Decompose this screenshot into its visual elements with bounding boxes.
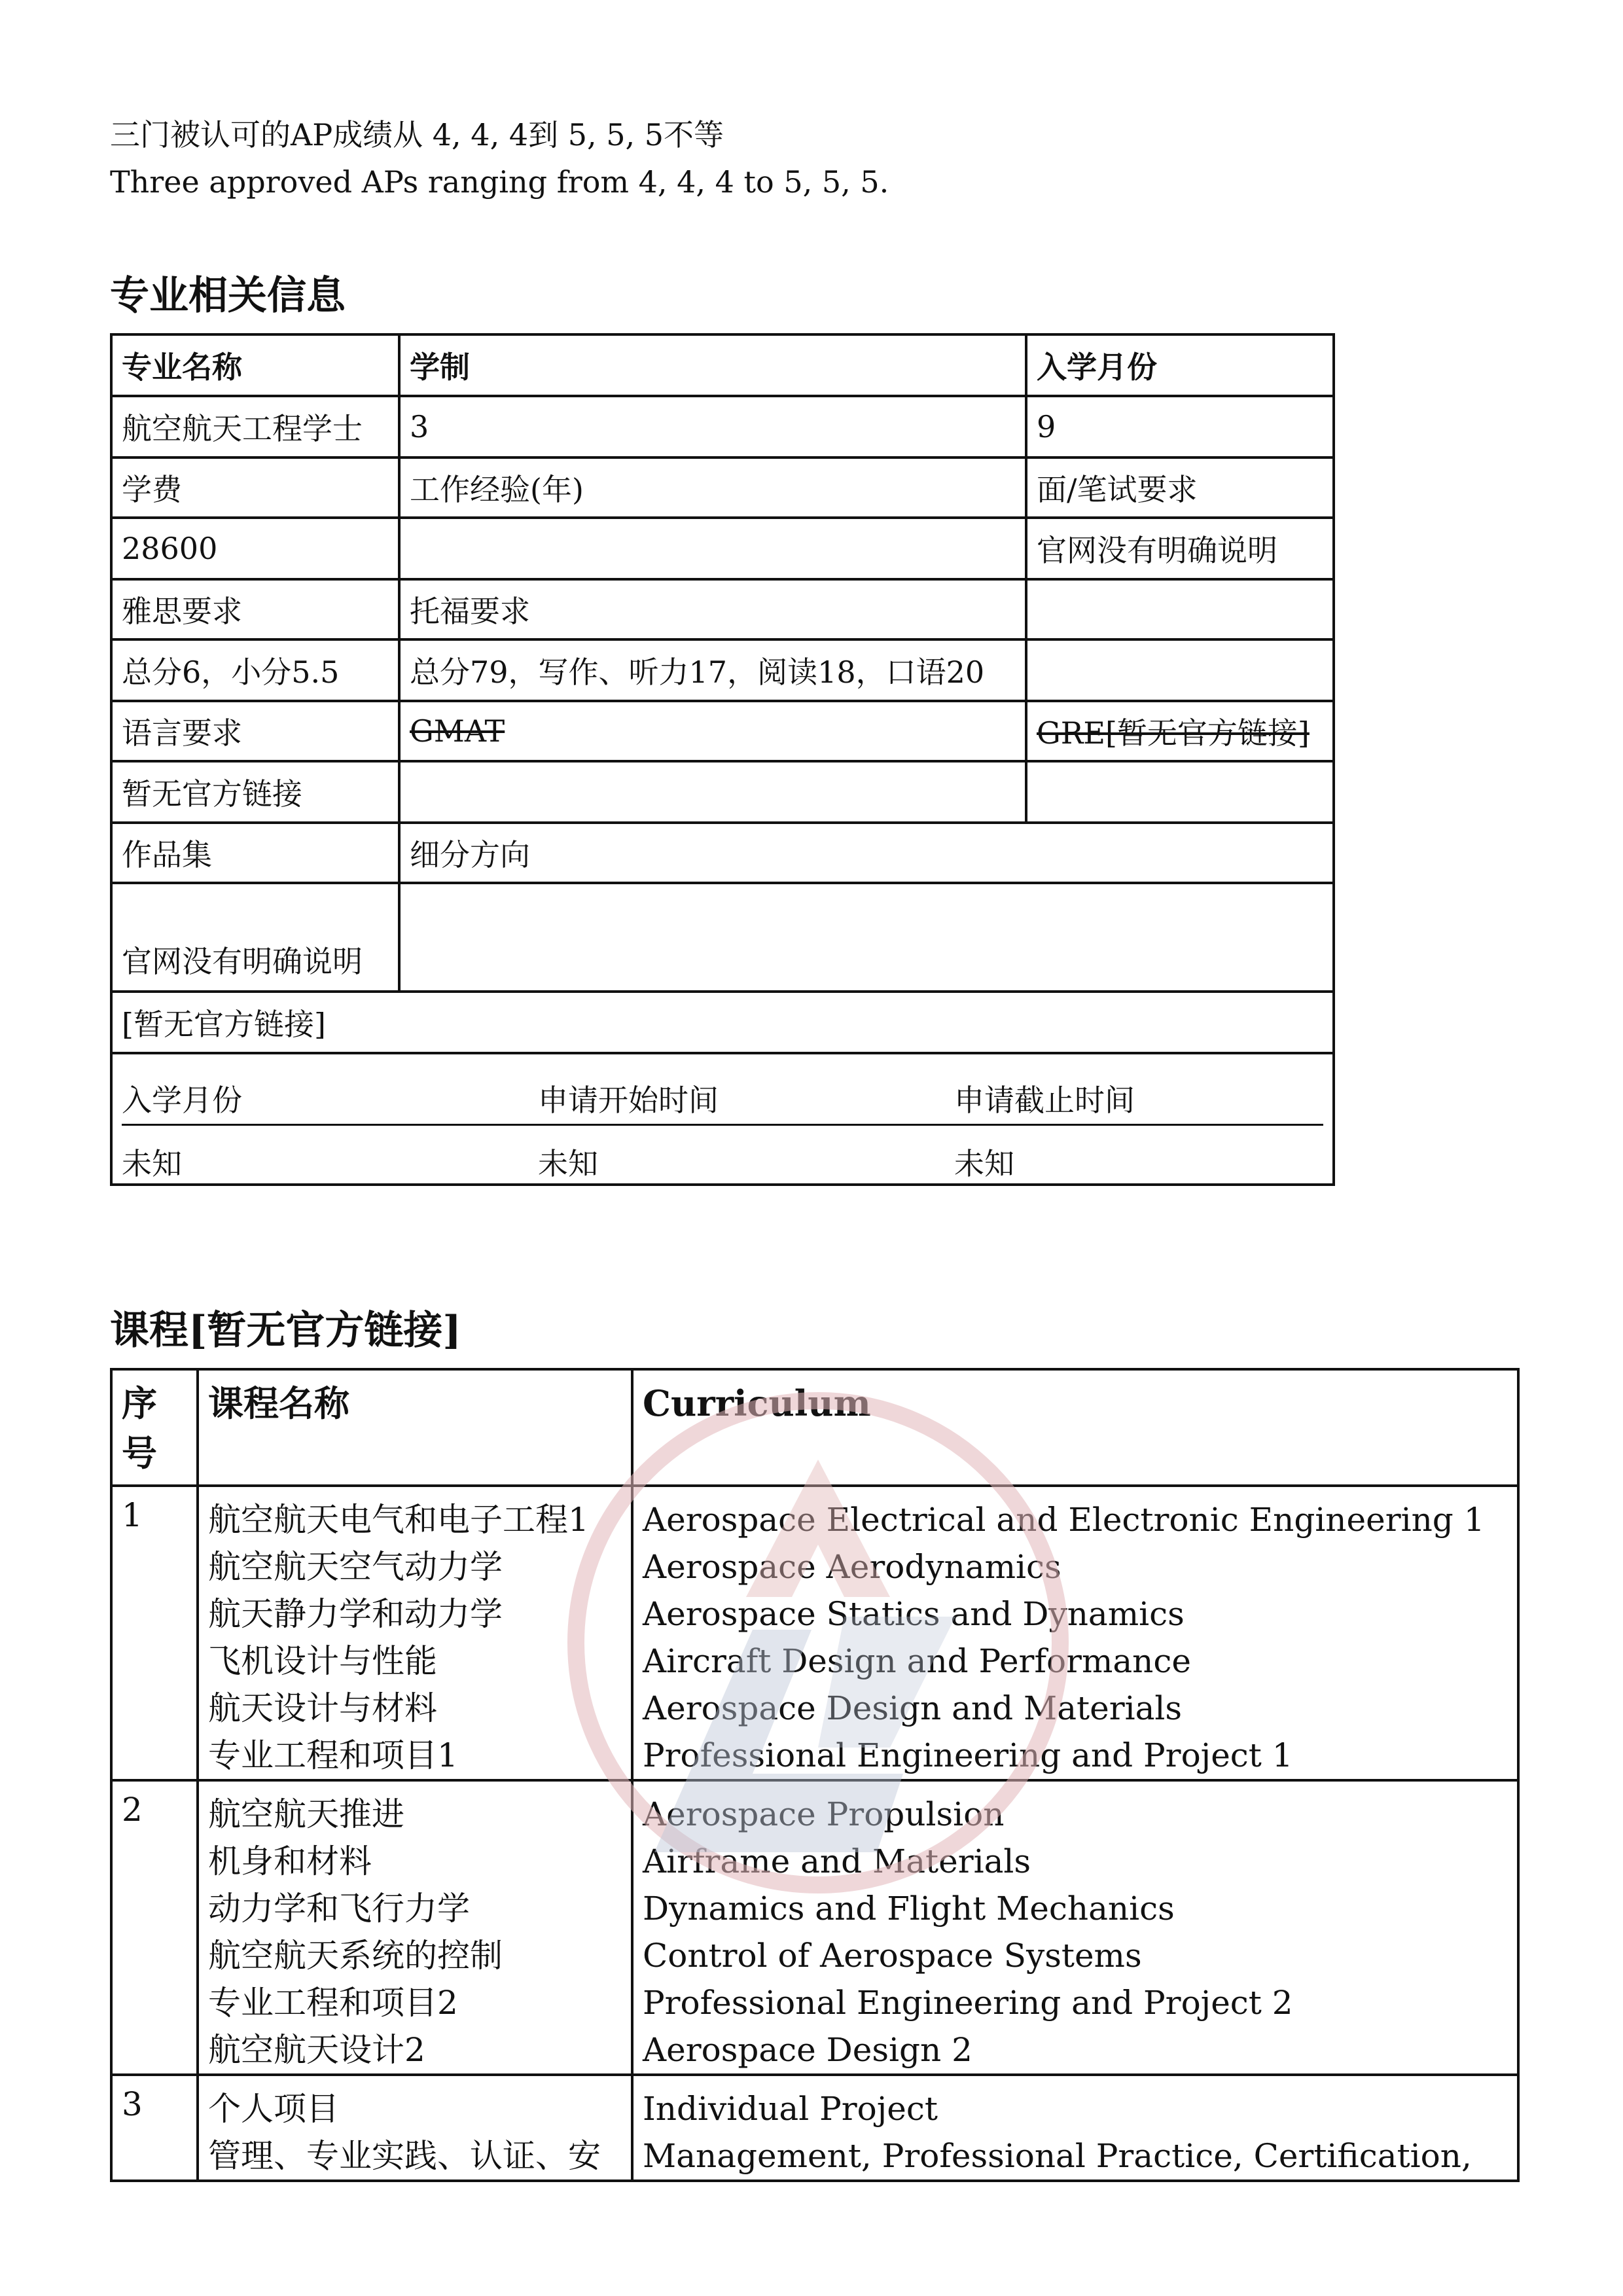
intro-en: Three approved APs ranging from 4, 4, 4 to 5, 5, 5. — [110, 164, 889, 200]
portfolio-label: 作品集 — [111, 823, 399, 883]
course-cn: 航空航天电气和电子工程1 — [208, 1501, 589, 1539]
specialization-label: 细分方向 — [399, 823, 1334, 883]
course-en: Aerospace Statics and Dynamics — [643, 1595, 1185, 1633]
course-cn: 航天静力学和动力学 — [208, 1595, 503, 1633]
gmat-label: GMAT — [399, 701, 1026, 761]
course-cn: 机身和材料 — [208, 1842, 372, 1880]
course-en: Professional Engineering and Project 2 — [643, 1984, 1293, 2022]
course-en: Individual Project — [643, 2090, 938, 2128]
gre-label: GRE[暂无官方链接] — [1026, 701, 1334, 761]
watermark-blue-wing — [818, 1617, 955, 1748]
header-curriculum: Curriculum — [632, 1369, 1518, 1486]
course-cn: 专业工程和项目1 — [208, 1736, 458, 1774]
dates-values — [122, 1140, 1323, 1183]
course-en: Aerospace Design 2 — [643, 2031, 972, 2069]
work-experience-label: 工作经验(年) — [399, 457, 1026, 518]
table-row — [111, 1053, 1334, 1185]
course-en: Aerospace Electrical and Electronic Engineering 1 — [643, 1501, 1485, 1539]
dates-header-intake: 入学月份 — [122, 1083, 242, 1118]
tuition-label: 学费 — [111, 457, 399, 518]
table-row — [111, 823, 1334, 883]
row-index: 2 — [111, 1780, 198, 2075]
empty-cell — [1026, 639, 1334, 701]
course-en: Aerospace Propulsion — [643, 1795, 1005, 1833]
specialization-value — [399, 883, 1334, 992]
course-en: Aerospace Aerodynamics — [643, 1548, 1061, 1586]
toefl-value: 总分79，写作、听力17，阅读18，口语20 — [399, 639, 1026, 701]
table-row — [111, 2075, 1518, 2181]
header-index: 序号 — [111, 1369, 198, 1486]
course-cn: 专业工程和项目2 — [208, 1984, 458, 2022]
course-en: Control of Aerospace Systems — [643, 1937, 1142, 1975]
course-cn: 航空航天推进 — [208, 1795, 404, 1833]
header-intake-month: 入学月份 — [1026, 334, 1334, 396]
watermark-logo-icon — [537, 1381, 1099, 1944]
table-row — [111, 518, 1334, 579]
table-row — [111, 457, 1334, 518]
ielts-value: 总分6，小分5.5 — [111, 639, 399, 701]
table-row — [111, 639, 1334, 701]
table-row — [111, 761, 1334, 823]
dates-value-intake: 未知 — [122, 1146, 182, 1181]
header-course-name: 课程名称 — [198, 1369, 632, 1486]
course-cn: 动力学和飞行力学 — [208, 1890, 470, 1928]
dates-header-start: 申请开始时间 — [538, 1083, 719, 1118]
course-en: Professional Engineering and Project 1 — [643, 1736, 1293, 1774]
table-row — [111, 883, 1334, 992]
course-cn: 飞机设计与性能 — [208, 1642, 437, 1680]
course-en: Airframe and Materials — [643, 1842, 1031, 1880]
duration-value: 3 — [399, 396, 1026, 457]
intake-month-value: 9 — [1026, 396, 1334, 457]
course-en: Management, Professional Practice, Certification, — [643, 2137, 1472, 2175]
course-cn: 航空航天系统的控制 — [208, 1937, 503, 1975]
table-row — [111, 334, 1334, 396]
program-section-title: 专业相关信息 — [110, 273, 346, 319]
language-requirement-label: 语言要求 — [111, 701, 399, 761]
program-link-value: [暂无官方链接] — [111, 992, 1334, 1053]
course-en: Dynamics and Flight Mechanics — [643, 1890, 1175, 1928]
gmat-value — [399, 761, 1026, 823]
intro-cn: 三门被认可的AP成绩从 4, 4, 4到 5, 5, 5不等 — [110, 117, 724, 152]
course-cn: 管理、专业实践、认证、安 — [208, 2137, 601, 2175]
header-program-name: 专业名称 — [111, 334, 399, 396]
work-experience-value — [399, 518, 1026, 579]
table-row — [111, 701, 1334, 761]
dates-header-deadline: 申请截止时间 — [954, 1083, 1135, 1118]
interview-label: 面/笔试要求 — [1026, 457, 1334, 518]
portfolio-value: 官网没有明确说明 — [111, 883, 399, 992]
interview-value: 官网没有明确说明 — [1026, 518, 1334, 579]
table-row — [111, 992, 1334, 1053]
course-cn: 航天设计与材料 — [208, 1689, 437, 1727]
course-cn: 航空航天空气动力学 — [208, 1548, 503, 1586]
dates-value-deadline: 未知 — [954, 1146, 1014, 1181]
application-dates — [111, 1053, 1334, 1185]
gre-value — [1026, 761, 1334, 823]
course-cn: 个人项目 — [208, 2090, 339, 2128]
ielts-label: 雅思要求 — [111, 579, 399, 639]
watermark-red-mark — [746, 1460, 890, 1597]
toefl-label: 托福要求 — [399, 579, 1026, 639]
dates-value-start: 未知 — [538, 1146, 598, 1181]
table-row — [111, 396, 1334, 457]
course-names-en — [632, 2075, 1518, 2181]
tuition-value: 28600 — [111, 518, 399, 579]
empty-cell — [1026, 579, 1334, 639]
header-duration: 学制 — [399, 334, 1026, 396]
program-info-table — [110, 333, 1335, 1186]
dates-headers — [122, 1077, 1323, 1120]
course-en: Aircraft Design and Performance — [643, 1642, 1191, 1680]
language-link-value: 暂无官方链接 — [111, 761, 399, 823]
row-index: 3 — [111, 2075, 198, 2181]
dates-divider — [122, 1124, 1323, 1126]
course-names-cn — [198, 2075, 632, 2181]
curriculum-section-title: 课程[暂无官方链接] — [110, 1308, 461, 1354]
course-en: Aerospace Design and Materials — [643, 1689, 1183, 1727]
row-index: 1 — [111, 1486, 198, 1780]
program-name-value: 航空航天工程学士 — [111, 396, 399, 457]
table-row — [111, 579, 1334, 639]
course-cn: 航空航天设计2 — [208, 2031, 425, 2069]
